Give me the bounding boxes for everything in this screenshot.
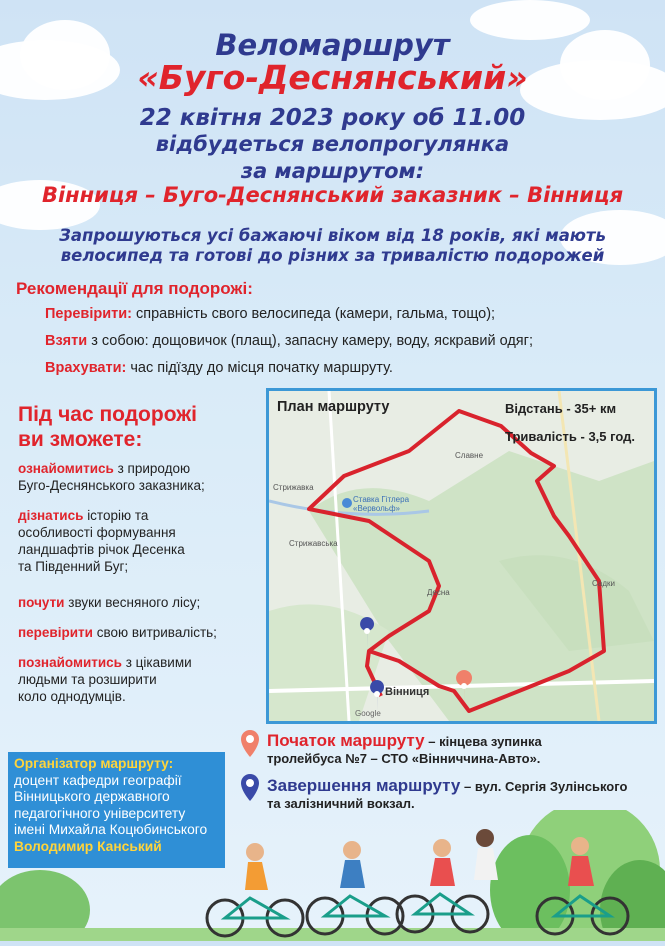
during-text: ландшафтів річок Десенка bbox=[18, 542, 185, 557]
during-text: людьми та розширити bbox=[18, 672, 157, 687]
recommendation-key: Взяти bbox=[45, 333, 88, 349]
during-key: ознайомитись bbox=[18, 461, 114, 476]
recommendation-key: Перевірити: bbox=[45, 306, 132, 322]
recommendations-heading: Рекомендації для подорожі: bbox=[16, 279, 253, 298]
map-distance: Відстань - 35+ км bbox=[505, 401, 617, 416]
during-text: особливості формування bbox=[18, 525, 176, 540]
poster-title: Веломаршрут bbox=[215, 28, 450, 62]
end-title: Завершення маршруту bbox=[267, 776, 461, 795]
route-map bbox=[266, 388, 657, 724]
recommendation-text: час підїзду до місця початку маршруту. bbox=[130, 360, 393, 376]
during-text: Буго-Деснянського заказника; bbox=[18, 478, 205, 493]
organizer-line: імені Михайла Коцюбинського bbox=[14, 822, 208, 837]
recommendation-item bbox=[45, 306, 495, 322]
route-name: Вінниця – Буго-Деснянський заказник – Вінниця bbox=[41, 183, 624, 207]
during-item bbox=[18, 654, 268, 705]
start-info bbox=[267, 731, 657, 766]
map-label: Садки bbox=[592, 579, 615, 588]
map-label: Стрижавка bbox=[273, 483, 314, 492]
recommendation-text: з собою: дощовичок (плащ), запасну камеру, воду, яскравий одяг; bbox=[91, 333, 533, 349]
during-key: перевірити bbox=[18, 625, 93, 640]
during-text: з природою bbox=[117, 461, 191, 476]
cyclists-illustration bbox=[0, 810, 665, 941]
map-attribution: Google bbox=[355, 709, 381, 718]
end-info bbox=[267, 776, 657, 811]
event-line: відбудеться велопрогулянка bbox=[155, 132, 510, 156]
recommendation-item bbox=[45, 333, 533, 349]
during-key: дізнатись bbox=[18, 508, 84, 523]
during-key: почути bbox=[18, 595, 65, 610]
map-duration: Тривалість - 3,5 год. bbox=[505, 429, 635, 444]
poster-subtitle: «Буго-Деснянський» bbox=[137, 58, 528, 97]
during-heading-line: ви зможете: bbox=[18, 428, 143, 451]
invite-text: велосипед та готові до різних за тривалістю подорожей bbox=[60, 246, 605, 265]
recommendation-text: справність свого велосипеда (камери, гальма, тощо); bbox=[136, 306, 496, 322]
map-label: Славне bbox=[455, 451, 484, 460]
during-item bbox=[18, 460, 268, 494]
map-label: Ставка Гітлера «Вервольф» bbox=[353, 495, 410, 513]
organizer-line: доцент кафедри географії bbox=[14, 772, 182, 788]
recommendation-key: Врахувати: bbox=[45, 360, 127, 376]
organizer-heading: Організатор маршруту: bbox=[14, 756, 174, 771]
start-title: Початок маршруту bbox=[267, 731, 425, 750]
during-text: свою витривалість; bbox=[96, 625, 217, 640]
organizer-line: Вінницького державного bbox=[14, 789, 170, 804]
during-text: з цікавими bbox=[125, 655, 192, 670]
map-label: Вінниця bbox=[385, 686, 430, 698]
during-item bbox=[18, 624, 268, 641]
start-text: тролейбуса №7 – СТО «Вінниччина-Авто». bbox=[267, 751, 541, 766]
map-title: План маршруту bbox=[277, 399, 390, 415]
during-key: познайомитись bbox=[18, 655, 122, 670]
during-item bbox=[18, 594, 268, 611]
recommendation-item bbox=[45, 360, 393, 376]
organizer-name: Володимир Канський bbox=[14, 838, 162, 854]
event-date: 22 квітня 2023 року об 11.00 bbox=[139, 105, 526, 131]
map-label: Десна bbox=[427, 588, 450, 597]
start-pin-icon bbox=[240, 728, 260, 765]
end-text: – вул. Сергія Зулінського bbox=[463, 779, 628, 794]
during-text: історію та bbox=[87, 508, 149, 523]
map-label: Стрижавська bbox=[289, 539, 338, 548]
event-line: за маршрутом: bbox=[240, 159, 425, 183]
during-text: та Південний Буг; bbox=[18, 559, 129, 574]
during-heading bbox=[18, 402, 258, 452]
during-heading-line: Під час подорожі bbox=[18, 403, 197, 426]
organizer-line: педагогічного університету bbox=[14, 805, 186, 821]
start-text: – кінцева зупинка bbox=[428, 734, 542, 749]
end-pin-icon bbox=[240, 772, 260, 809]
during-text: звуки весняного лісу; bbox=[68, 595, 201, 610]
invite-text: Запрошуються усі бажаючі віком від 18 років, які мають bbox=[59, 226, 606, 245]
during-item bbox=[18, 507, 268, 575]
end-text: та залізничний вокзал. bbox=[267, 796, 415, 811]
during-text: коло однодумців. bbox=[18, 689, 126, 704]
